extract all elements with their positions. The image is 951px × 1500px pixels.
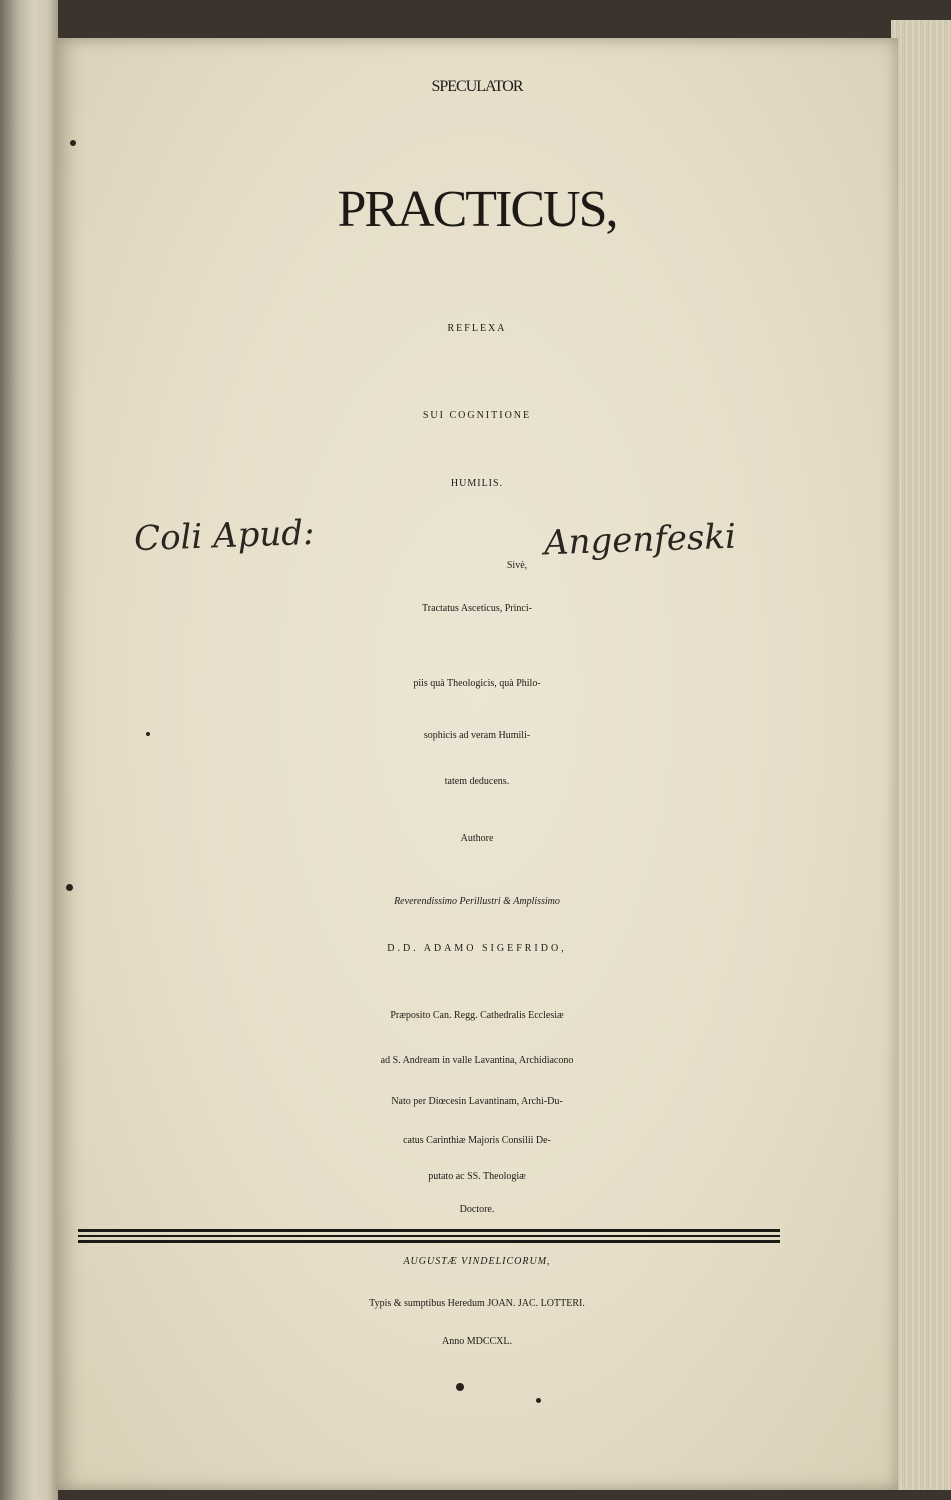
sive-connector: Sivè, (506, 560, 528, 571)
book-binding (0, 0, 58, 1500)
ink-speck (456, 1383, 464, 1391)
title-line-4: SUI COGNITIONE (422, 410, 532, 421)
author-description-2: ad S. Andream in valle Lavantina, Archidiacono (380, 1055, 574, 1066)
author-name: D.D. ADAMO SIGEFRIDO, (387, 943, 567, 954)
author-description-4: catus Carinthiæ Majoris Consilii De- (403, 1135, 551, 1146)
imprint-year: Anno MDCCXL. (441, 1336, 512, 1347)
title-line-2: PRACTICUS, (337, 181, 617, 238)
subtitle-line-4: tatem deducens. (444, 776, 510, 787)
title-line-1: SPECULATOR (431, 78, 523, 95)
ink-speck (70, 140, 76, 146)
author-description-1: Præposito Can. Regg. Cathedralis Ecclesiæ (390, 1010, 564, 1021)
title-page (56, 38, 898, 1490)
handwritten-note-left: Coli Apud: (133, 512, 316, 560)
subtitle-line-2: piis quà Theologicis, quà Philo- (413, 678, 541, 689)
page-fore-edge (891, 20, 951, 1490)
author-honorific: Reverendissimo Perillustri & Amplissimo (394, 896, 560, 907)
ink-speck (66, 884, 73, 891)
ink-speck (146, 732, 150, 736)
handwritten-note-right: Angenfeski (543, 516, 737, 564)
subtitle-line-3: sophicis ad veram Humili- (423, 730, 531, 741)
author-label: Authore (460, 833, 494, 844)
author-description-5: putato ac SS. Theologiæ (428, 1171, 526, 1182)
author-description-6: Doctore. (459, 1204, 495, 1215)
author-description-3: Nato per Diœcesin Lavantinam, Archi-Du- (391, 1096, 563, 1107)
imprint-printer: Typis & sumptibus Heredum JOAN. JAC. LOTTERI. (369, 1298, 585, 1309)
title-line-5: HUMILIS. (450, 478, 504, 489)
imprint-place: AUGUSTÆ VINDELICORUM, (403, 1256, 551, 1267)
title-line-3: REFLEXA (447, 323, 507, 334)
subtitle-line-1: Tractatus Asceticus, Princi- (422, 603, 532, 614)
ornamental-rule (78, 1226, 780, 1246)
ink-speck (536, 1398, 541, 1403)
